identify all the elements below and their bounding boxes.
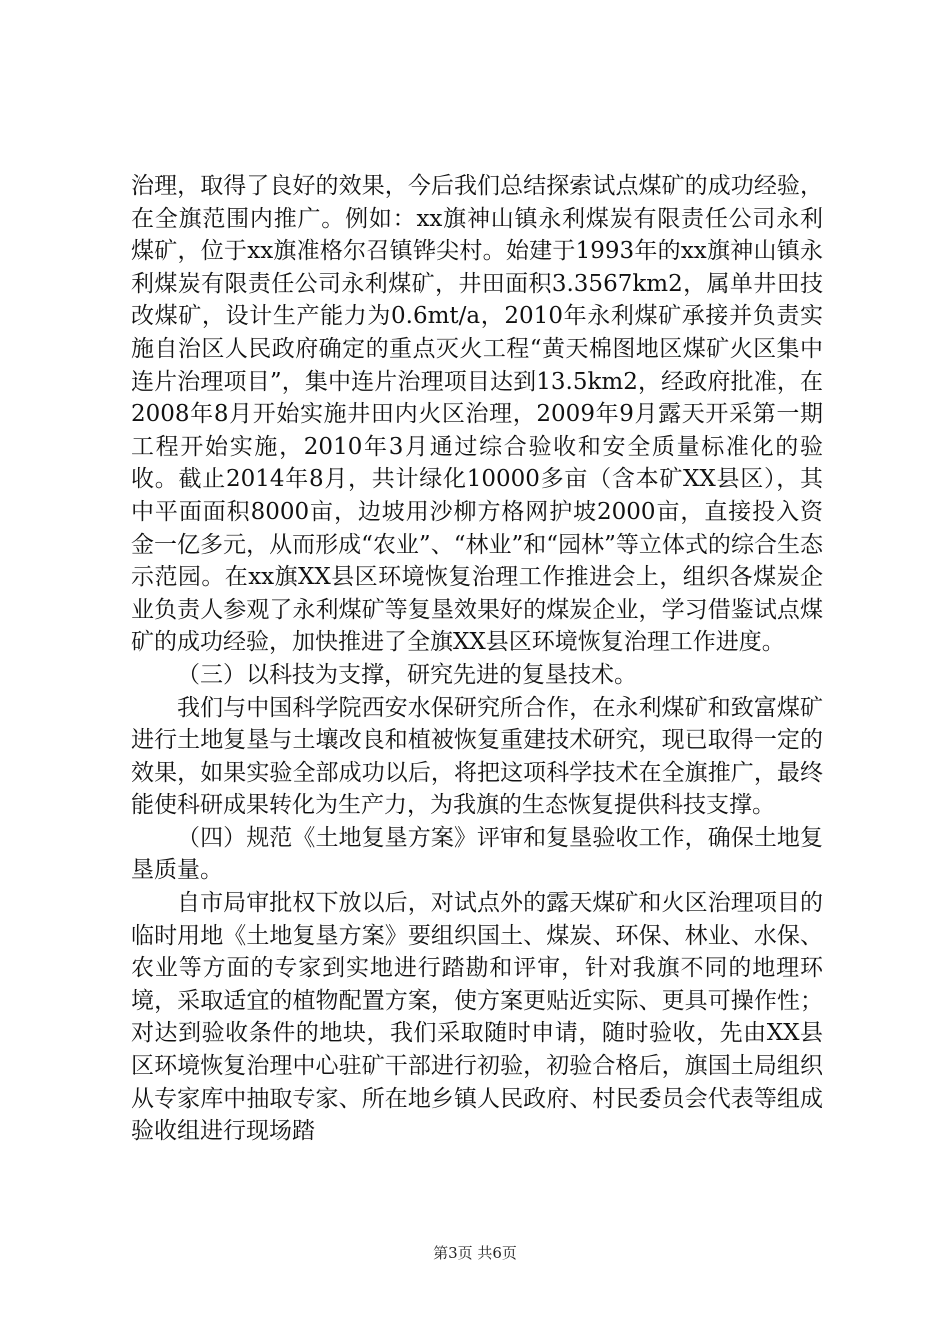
section-heading-3: （三）以科技为支撑，研究先进的复垦技术。 <box>177 661 637 688</box>
section-heading-4: （四）规范《土地复垦方案》评审和复垦验收工作，确保土地复垦质量。 <box>131 824 823 884</box>
page-number-footer: 第3页 共6页 <box>433 1244 517 1262</box>
document-body <box>131 170 823 1148</box>
paragraph-continuation: 治理，取得了良好的效果，今后我们总结探索试点煤矿的成功经验，在全旗范围内推广。例如：xx旗神山镇永利煤炭有限责任公司永利煤矿，位于xx旗准格尔召镇铧尖村。始建于1993年的xx旗神山镇永利煤炭有限责任公司永利煤矿，井田面积3.3567km2，属单井田技改煤矿，设计生产能力为0.6mt/a，2010年永利煤矿承接并负责实施自治区人民政府确定的重点灭火工程“黄天棉图地区煤矿火区集中连片治理项目”，集中连片治理项目达到13.5km2，经政府批准，在2008年8月开始实施井田内火区治理，2009年9月露天开采第一期工程开始实施，2010年3月通过综合验收和安全质量标准化的验收。截止2014年8月，共计绿化10000多亩（含本矿XX县区），其中平面面积8000亩，边坡用沙柳方格网护坡2000亩，直接投入资金一亿多元，从而形成“农业”、“林业”和“园林”等立体式的综合生态示范园。在xx旗XX县区环境恢复治理工作推进会上，组织各煤炭企业负责人参观了永利煤矿等复垦效果好的煤炭企业，学习借鉴试点煤矿的成功经验，加快推进了全旗XX县区环境恢复治理工作进度。 <box>131 173 823 656</box>
paragraph-research: 我们与中国科学院西安水保研究所合作，在永利煤矿和致富煤矿进行土地复垦与土壤改良和植被恢复重建技术研究，现已取得一定的效果，如果实验全部成功以后，将把这项科学技术在全旗推广，最终能使科研成果转化为生产力，为我旗的生态恢复提供科技支撑。 <box>131 694 823 819</box>
paragraph-review: 自市局审批权下放以后，对试点外的露天煤矿和火区治理项目的临时用地《土地复垦方案》要组织国土、煤炭、环保、林业、水保、农业等方面的专家到实地进行踏勘和评审，针对我旗不同的地理环境，采取适宜的植物配置方案，使方案更贴近实际、更具可操作性；对达到验收条件的地块，我们采取随时申请，随时验收，先由XX县区环境恢复治理中心驻矿干部进行初验，初验合格后，旗国土局组织从专家库中抽取专家、所在地乡镇人民政府、村民委员会代表等组成验收组进行现场踏 <box>131 890 823 1145</box>
